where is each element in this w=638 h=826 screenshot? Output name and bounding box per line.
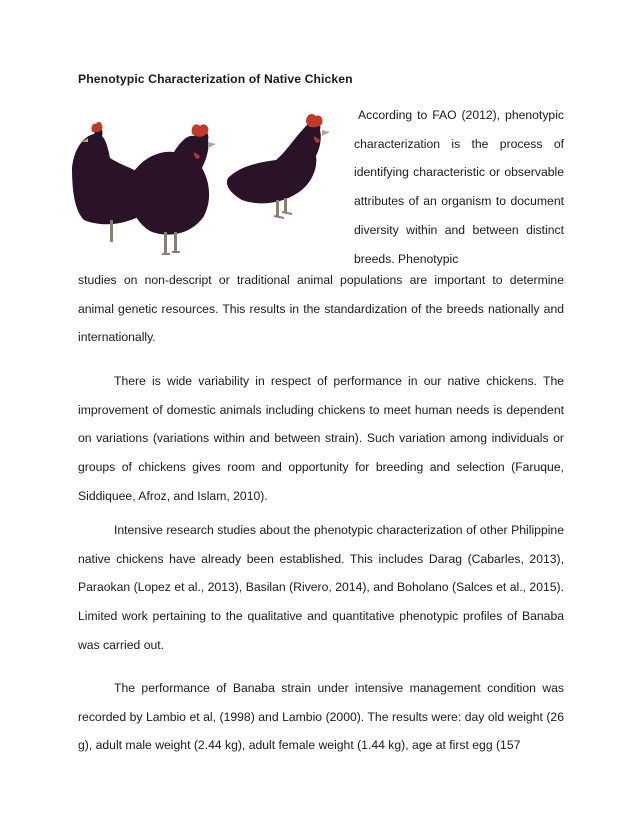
paragraph-1-text: studies on non-descript or traditional animal populations are important to determine animal genetic resources. This results in the standardization of the breeds nationally and internationally. (78, 273, 564, 345)
paragraph-2-text: There is wide variability in respect of performance in our native chickens. The improvement of domestic animals including chickens to meet human needs is dependent on variations (variations within and between strain). Such variation among individuals or groups of chickens gives room and opportunity for breeding and selection (Faruque, Siddiquee, Afroz, and Islam, 2010). (78, 374, 564, 503)
paragraph-4-text: The performance of Banaba strain under intensive management condition was recorded by Lambio et al, (1998) and Lambio (2000). The results were: day old weight (26 g), adult male weight (2.44 kg), adult female weight (1.44 kg), age at first egg (157 (78, 681, 564, 753)
paragraph-4 (78, 674, 564, 760)
hen-center (129, 124, 216, 254)
paragraph-3-text: Intensive research studies about the phenotypic characterization of other Philippine native chickens have already been established. This includes Darag (Cabarles, 2013), Paraokan (Lopez et al., 2013), Basilan (Rivero, 2014), and Boholano (Salces et al., 2015). Limited work pertaining to the qualitative and quantitative phenotypic profiles of Banaba was carried out. (78, 523, 564, 652)
wrapped-paragraph-start (354, 101, 564, 273)
paragraph-3 (78, 516, 564, 660)
black-native-chickens-image (70, 108, 350, 256)
section-heading: Phenotypic Characterization of Native Chicken (78, 72, 353, 86)
paragraph-1-continuation (78, 266, 564, 352)
paragraph-2 (78, 367, 564, 511)
hen-right (227, 114, 330, 218)
fao-definition-text: According to FAO (2012), phenotypic characterization is the process of identifying characteristic or observable attributes of an organism to document diversity within and between distinct breeds. Phenotypic (354, 108, 564, 266)
